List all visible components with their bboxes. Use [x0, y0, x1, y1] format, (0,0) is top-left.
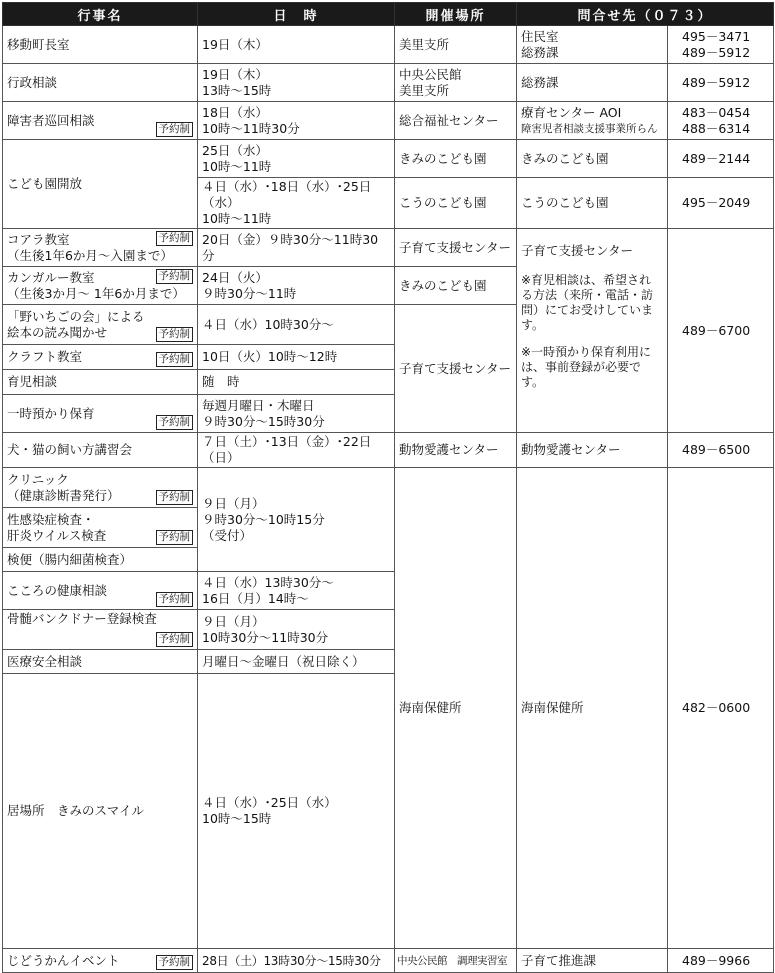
event-name: こども園開放: [3, 140, 198, 229]
header-row: [3, 3, 774, 26]
event-place: 美里支所: [395, 26, 517, 64]
event-date: ４日（水）･25日（水） 10時～15時: [198, 674, 395, 949]
table-row: [3, 229, 774, 267]
table-row: [3, 140, 774, 178]
event-name: 育児相談: [3, 370, 198, 395]
table-row: [3, 26, 774, 64]
event-place: 子育て支援センター: [395, 229, 517, 267]
event-name: こころの健康相談 予約制: [3, 572, 198, 610]
event-place: 海南保健所: [395, 468, 517, 949]
event-name: じどうかんイベント 予約制: [3, 949, 198, 973]
table-row: [3, 949, 774, 973]
reservation-badge: 予約制: [156, 231, 194, 246]
event-date: 20日（金）９時30分～11時30分: [198, 229, 395, 267]
event-name: 移動町長室: [3, 26, 198, 64]
table-row: [3, 433, 774, 468]
event-name: 行政相談: [3, 64, 198, 102]
event-date: 28日（土）13時30分～15時30分: [198, 949, 395, 973]
event-place: きみのこども園: [395, 140, 517, 178]
event-phone: 482－0600: [668, 468, 774, 949]
event-date: ４日（水）13時30分～ 16日（月）14時～: [198, 572, 395, 610]
event-place: 中央公民館 美里支所: [395, 64, 517, 102]
event-contact: 療育センター AOI 障害児者相談支援事業所らん: [517, 102, 668, 140]
event-date: 月曜日～金曜日（祝日除く）: [198, 650, 395, 674]
event-contact: 動物愛護センター: [517, 433, 668, 468]
event-name: 居場所 きみのスマイル: [3, 674, 198, 949]
event-name: 性感染症検査・ 肝炎ウイルス検査 予約制: [3, 508, 198, 548]
event-name: コアラ教室 （生後1年6か月～入園まで） 予約制: [3, 229, 198, 267]
reservation-badge: 予約制: [156, 122, 194, 137]
reservation-badge: 予約制: [156, 955, 194, 970]
event-phone: 495－3471 489－5912: [668, 26, 774, 64]
event-date: 随 時: [198, 370, 395, 395]
header-date: 日 時: [198, 3, 395, 26]
reservation-badge: 予約制: [156, 269, 194, 284]
event-place: 中央公民館 調理実習室: [395, 949, 517, 973]
header-place: 開催場所: [395, 3, 517, 26]
event-date: 25日（水） 10時～11時: [198, 140, 395, 178]
event-date: ９日（月） 10時30分～11時30分: [198, 610, 395, 650]
reservation-badge: 予約制: [156, 490, 194, 505]
event-place: こうのこども園: [395, 178, 517, 229]
header-contact: 問合せ先（０７３）: [517, 3, 774, 26]
event-name: 骨髄バンクドナー登録検査 予約制: [3, 610, 198, 650]
event-name: カンガルー教室 （生後3か月～ 1年6か月まで） 予約制: [3, 267, 198, 305]
event-date: ４日（水）･18日（水）･25日（水） 10時～11時: [198, 178, 395, 229]
event-phone: 489－6500: [668, 433, 774, 468]
table-row: [3, 468, 774, 508]
event-date: 10日（火）10時～12時: [198, 345, 395, 370]
reservation-badge: 予約制: [156, 415, 194, 430]
table-row: [3, 102, 774, 140]
event-date: ７日（土）･13日（金）･22日（日）: [198, 433, 395, 468]
event-contact: 子育て推進課: [517, 949, 668, 973]
event-place: 子育て支援センター: [395, 305, 517, 433]
table-row: [3, 64, 774, 102]
reservation-badge: 予約制: [156, 352, 194, 367]
event-date: ４日（水）10時30分～: [198, 305, 395, 345]
header-event: 行事名: [3, 3, 198, 26]
event-contact: 総務課: [517, 64, 668, 102]
event-place: きみのこども園: [395, 267, 517, 305]
event-date: 19日（木）: [198, 26, 395, 64]
reservation-badge: 予約制: [156, 632, 194, 647]
event-phone: 495－2049: [668, 178, 774, 229]
event-name: 犬・猫の飼い方講習会: [3, 433, 198, 468]
reservation-badge: 予約制: [156, 592, 194, 607]
event-name: 「野いちごの会」による 絵本の読み聞かせ 予約制: [3, 305, 198, 345]
event-name: 医療安全相談: [3, 650, 198, 674]
event-contact: きみのこども園: [517, 140, 668, 178]
event-phone: 483－0454 488－6314: [668, 102, 774, 140]
event-contact: 住民室 総務課: [517, 26, 668, 64]
event-date: 19日（木） 13時～15時: [198, 64, 395, 102]
event-phone: 489－2144: [668, 140, 774, 178]
reservation-badge: 予約制: [156, 327, 194, 342]
event-date: 毎週月曜日・木曜日 ９時30分～15時30分: [198, 395, 395, 433]
reservation-badge: 予約制: [156, 530, 194, 545]
event-phone: 489－5912: [668, 64, 774, 102]
event-name: クラフト教室 予約制: [3, 345, 198, 370]
event-date: ９日（月） ９時30分～10時15分 （受付）: [198, 468, 395, 572]
event-name: 一時預かり保育 予約制: [3, 395, 198, 433]
event-contact: 子育て支援センター ※育児相談は、希望される方法（来所・電話・訪問）にてお受けしています。 ※一時預かり保育利用には、事前登録が必要です。: [517, 229, 668, 433]
event-name: 障害者巡回相談 予約制: [3, 102, 198, 140]
event-contact: 海南保健所: [517, 468, 668, 949]
event-phone: 489－9966: [668, 949, 774, 973]
event-date: 24日（火） ９時30分～11時: [198, 267, 395, 305]
event-date: 18日（水） 10時～11時30分: [198, 102, 395, 140]
event-name: クリニック （健康診断書発行） 予約制: [3, 468, 198, 508]
event-name: 検便（腸内細菌検査）: [3, 548, 198, 572]
events-table: [2, 2, 774, 973]
event-place: 総合福祉センター: [395, 102, 517, 140]
event-place: 動物愛護センター: [395, 433, 517, 468]
event-contact: こうのこども園: [517, 178, 668, 229]
event-phone: 489－6700: [668, 229, 774, 433]
